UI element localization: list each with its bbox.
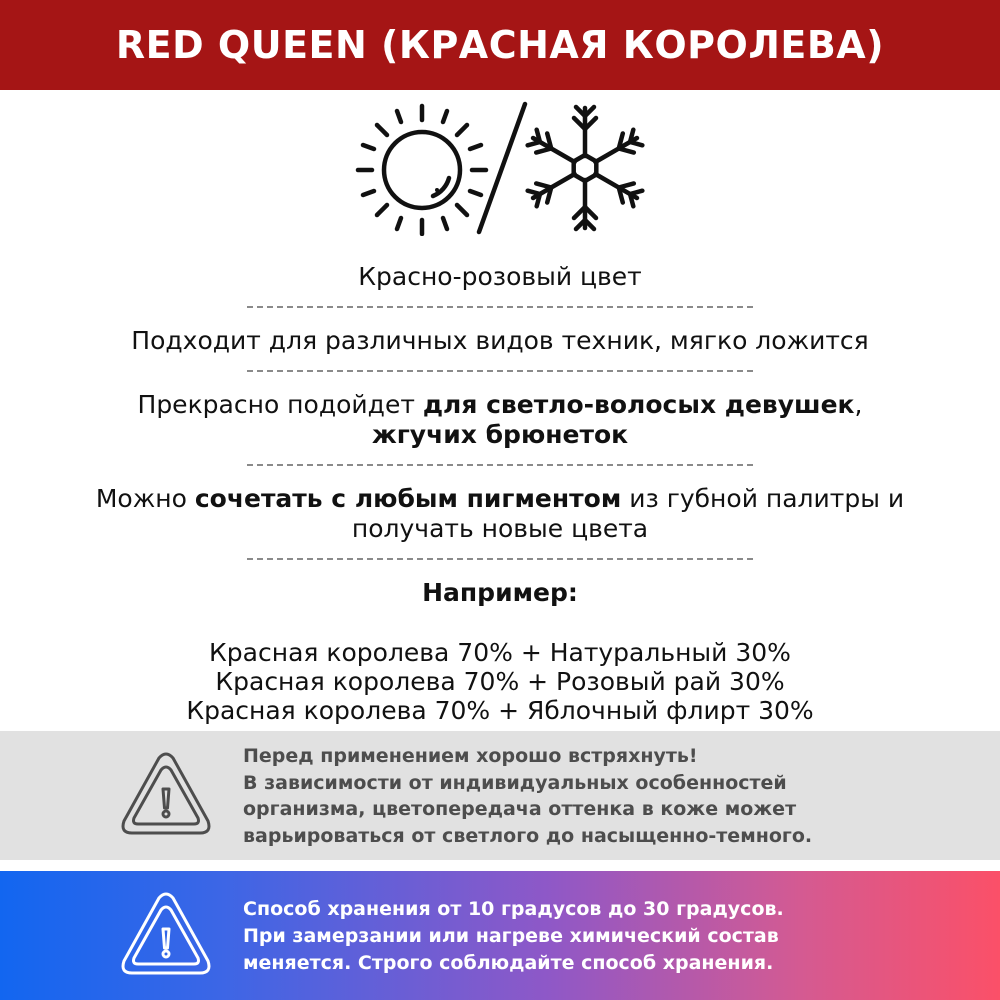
storage-line: меняется. Строго соблюдайте способ хранения. <box>243 952 774 974</box>
suits-highlight-2: жгучих брюнеток <box>371 420 629 449</box>
color-description: Красно-розовый цвет <box>358 262 642 291</box>
example-item: Красная королева 70% + Яблочный флирт 30% <box>186 696 814 725</box>
sun-icon <box>358 106 486 234</box>
examples-list <box>0 638 1000 725</box>
suits-comma: , <box>854 390 863 419</box>
page-title: RED QUEEN (КРАСНАЯ КОРОЛЕВА) <box>115 23 885 67</box>
suits-description <box>0 390 1000 420</box>
combine-highlight: сочетать с любым пигментом <box>194 484 622 513</box>
notice-line: Перед применением хорошо встряхнуть! <box>243 745 698 767</box>
examples-title: Например: <box>422 578 578 607</box>
title-banner <box>0 0 1000 90</box>
product-description <box>0 262 1000 725</box>
temperature-icons <box>355 100 645 236</box>
storage-line: Способ хранения от 10 градусов до 30 градусов. <box>243 898 784 920</box>
example-item: Красная королева 70% + Натуральный 30% <box>209 638 791 667</box>
combine-prefix: Можно <box>95 484 195 513</box>
notice-line: В зависимости от индивидуальных особенностей <box>243 771 787 794</box>
usage-notice-text <box>243 743 812 849</box>
warning-triangle-icon <box>120 751 212 837</box>
combine-line-2: получать новые цвета <box>351 514 649 543</box>
notice-line: варьироваться от светлого до насыщенно-темного. <box>243 824 813 847</box>
technique-description: Подходит для различных видов техник, мягко ложится <box>131 326 869 355</box>
usage-notice <box>0 731 1000 860</box>
example-item: Красная королева 70% + Розовый рай 30% <box>215 667 785 696</box>
storage-notice <box>0 871 1000 1000</box>
combine-description <box>0 484 1000 514</box>
warning-triangle-icon <box>120 891 212 977</box>
storage-notice-text <box>243 896 784 977</box>
suits-highlight-1: для светло-волосых девушек <box>422 390 855 419</box>
notice-line: организма, цветопередача оттенка в коже может <box>243 798 797 820</box>
snowflake-icon <box>527 107 644 229</box>
suits-prefix: Прекрасно подойдет <box>137 390 423 419</box>
storage-line: При замерзании или нагреве химический состав <box>243 925 779 947</box>
combine-suffix: из губной палитры и <box>621 484 905 513</box>
